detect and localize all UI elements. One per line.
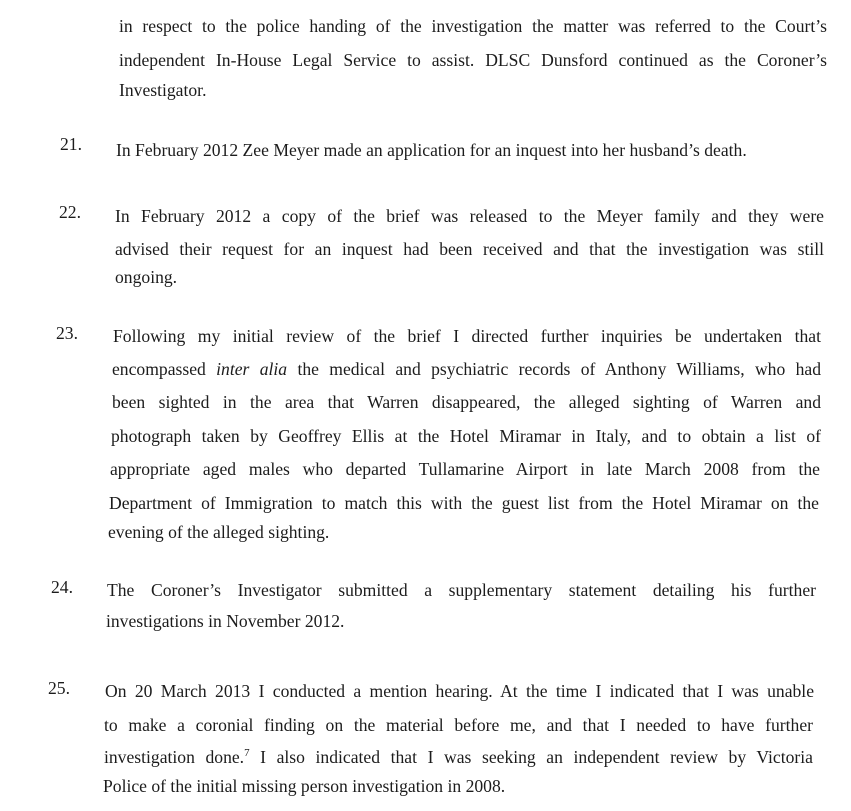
text-line: Following my initial review of the brief I directed further inquiries be undertaken that [113, 326, 821, 346]
text-line: appropriate aged males who departed Tullamarine Airport in late March 2008 from the [110, 459, 820, 479]
text-line: In February 2012 Zee Meyer made an application for an inquest into her husband’s death. [116, 140, 747, 160]
text-line: Department of Immigration to match this with the guest list from the Hotel Miramar on the [109, 493, 819, 513]
text-line: Investigator. [119, 80, 207, 100]
text-span: encompassed [112, 359, 217, 379]
text-line: photograph taken by Geoffrey Ellis at the Hotel Miramar in Italy, and to obtain a list of [111, 426, 821, 446]
text-line: In February 2012 a copy of the brief was released to the Meyer family and they were [115, 206, 824, 226]
italic-phrase: inter alia [216, 359, 288, 379]
text-line: advised their request for an inquest had been received and that the investigation was still [115, 239, 824, 259]
text-line [104, 746, 813, 768]
text-line: in respect to the police handing of the investigation the matter was referred to the Court’s [119, 16, 827, 36]
paragraph-number: 23. [56, 323, 78, 343]
paragraph-number: 24. [51, 577, 73, 597]
text-line [112, 358, 821, 380]
text-line: On 20 March 2013 I conducted a mention hearing. At the time I indicated that I was unable [105, 681, 814, 701]
paragraph-number: 25. [48, 678, 70, 698]
text-span: investigation done. [104, 747, 245, 767]
text-line: to make a coronial finding on the material before me, and that I needed to have further [104, 715, 813, 735]
text-line: evening of the alleged sighting. [108, 522, 330, 542]
paragraph-number: 21. [60, 134, 82, 154]
text-line: The Coroner’s Investigator submitted a supplementary statement detailing his further [107, 580, 816, 600]
text-line: Police of the initial missing person investigation in 2008. [103, 776, 506, 796]
paragraph-number: 22. [59, 202, 81, 222]
text-span: I also indicated that I was seeking an independent review by Victoria [249, 747, 813, 767]
footnote-marker[interactable]: 7 [244, 747, 250, 760]
text-line: been sighted in the area that Warren disappeared, the alleged sighting of Warren and [112, 392, 821, 412]
text-span: the medical and psychiatric records of Anthony Williams, who had [287, 359, 821, 379]
text-line: independent In-House Legal Service to assist. DLSC Dunsford continued as the Coroner’s [119, 50, 827, 70]
text-line: investigations in November 2012. [106, 611, 345, 631]
text-line: ongoing. [115, 267, 178, 287]
